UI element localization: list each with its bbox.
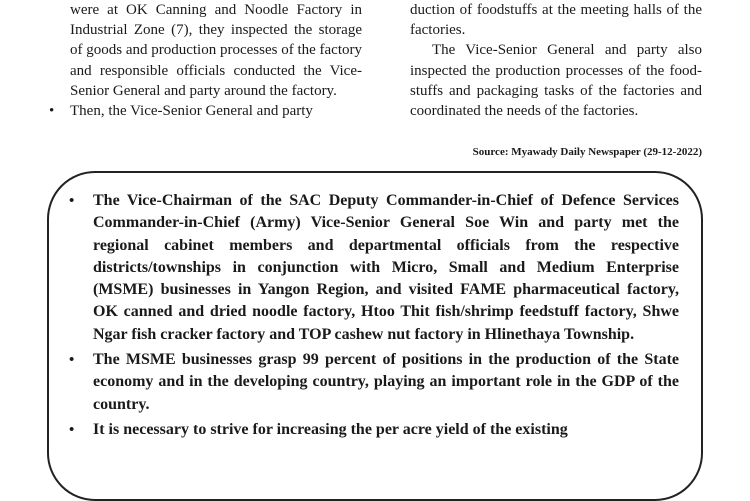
bullet-icon: • <box>49 103 55 120</box>
bullet-icon: • <box>69 352 75 369</box>
summary-bullet-text: It is necessary to strive for increasing the per acre yield of the existing <box>93 420 568 438</box>
list-item <box>49 101 362 121</box>
bullet-icon: • <box>69 193 75 209</box>
left-column-next-bullet: Then, the Vice-Senior General and party <box>70 103 313 120</box>
left-column-continued-text: were at OK Canning and Noodle Factory in Industrial Zone (7), they inspected the storage of goods and production processes of the factory and responsible officials conducted the Vice-Senior General and party around the factory. <box>70 2 363 99</box>
list-item <box>69 419 679 441</box>
bullet-icon: • <box>69 421 75 438</box>
source-citation: Source: Myawady Daily Newspaper (29-12-2022) <box>472 146 702 158</box>
left-column <box>49 0 363 121</box>
list-item <box>69 190 679 346</box>
right-column-continued-text: duction of foodstuffs at the meeting halls of the factories. <box>410 2 702 39</box>
summary-box-content <box>69 190 679 444</box>
summary-bullet-text: The MSME businesses grasp 99 percent of positions in the production of the State economy and in the developing country, playing an important role in the GDP of the country. <box>93 351 679 413</box>
summary-bullet-text: The Vice-Chairman of the SAC Deputy Commander-in-Chief of Defence Services Commander-in-Chief (Army) Vice-Senior General Soe Win and party met the regional cabinet members and departmental officials from the respective districts/townships in conjunction with Micro, Small and Medium Enterprise (MSME) businesses in Yangon Region, and visited FAME pharmaceutical factory, OK canned and dried noodle factory, Htoo Thit fish/shrimp feedstuff factory, Shwe Ngar fish cracker factory and TOP cashew nut factory in Hlinethaya Township. <box>93 192 679 343</box>
right-column-paragraph: The Vice-Senior General and party also inspected the production processes of the food-stuffs and packaging tasks of the factories and coordinated the needs of the factories. <box>410 42 702 120</box>
right-column <box>410 0 702 121</box>
list-item <box>69 349 679 416</box>
